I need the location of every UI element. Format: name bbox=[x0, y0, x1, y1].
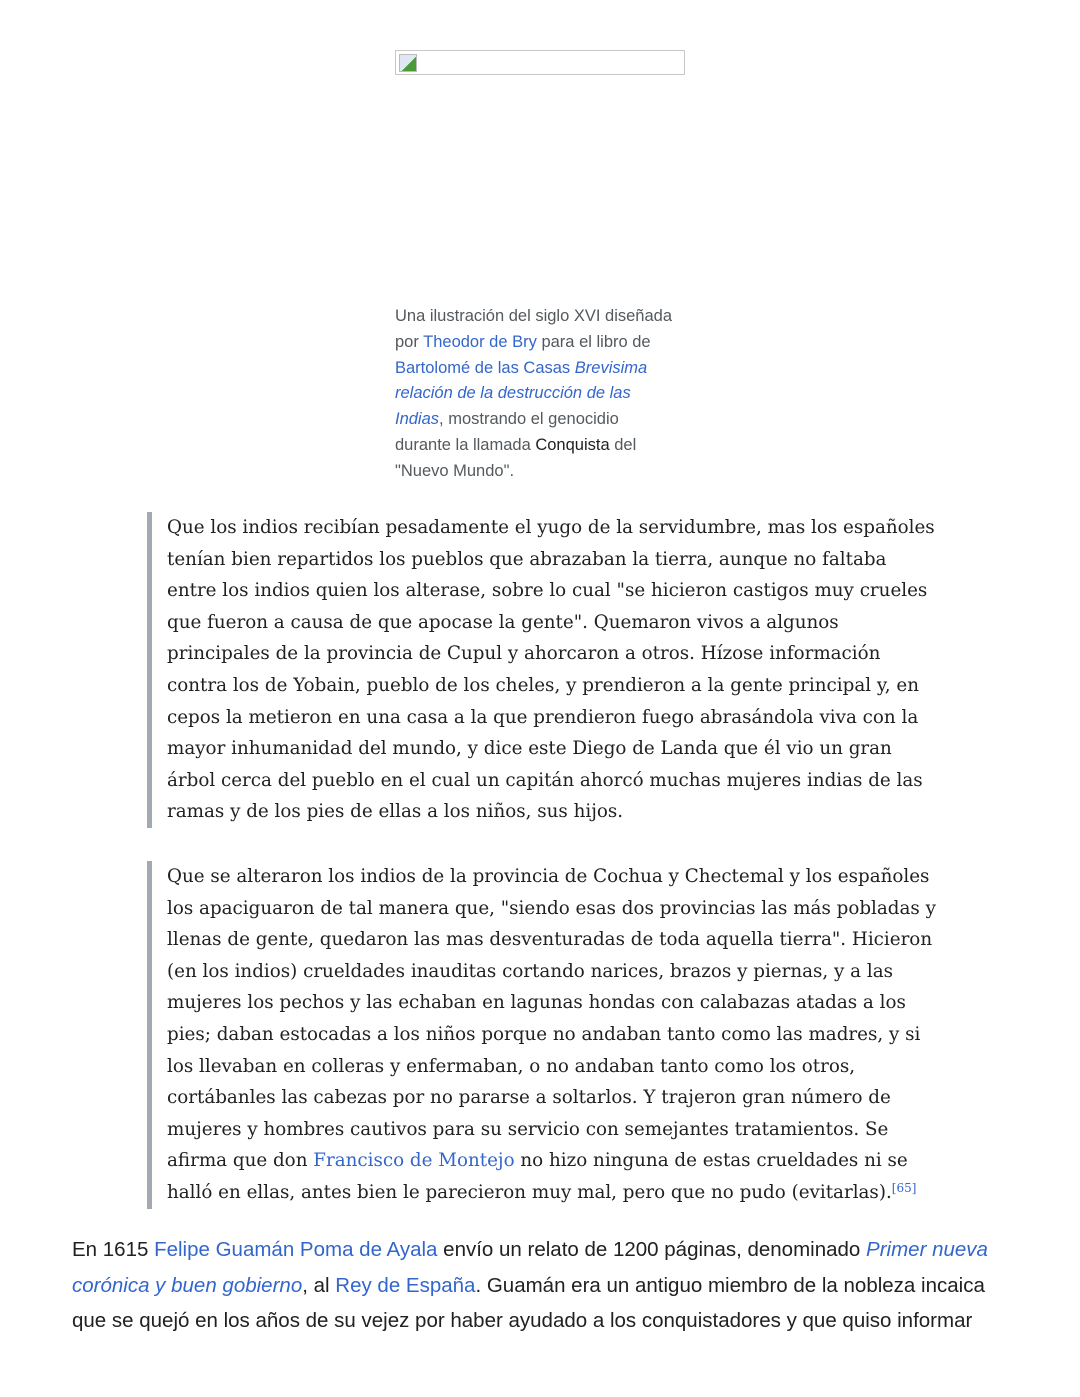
text-line bbox=[72, 1232, 988, 1268]
text-line bbox=[167, 638, 935, 670]
text-segment: tenían bien repartidos los pueblos que abrazaban la tierra, aunque no faltaba bbox=[167, 548, 887, 570]
link[interactable]: Theodor de Bry bbox=[423, 332, 537, 351]
text-line bbox=[395, 359, 647, 377]
text-segment: llenas de gente, quedaron las mas desventuradas de toda aquella tierra". Hicieron bbox=[167, 929, 933, 951]
text-line bbox=[72, 1303, 988, 1339]
link[interactable]: Francisco de Montejo bbox=[313, 1150, 515, 1172]
text-segment: "Nuevo Mundo". bbox=[395, 461, 515, 480]
reference-link[interactable]: [65] bbox=[891, 1180, 917, 1195]
text-line bbox=[167, 861, 936, 893]
text-segment: , al bbox=[302, 1273, 336, 1297]
text-segment: pies; daban estocadas a los niños porque no andaban tanto como las madres, y si bbox=[167, 1023, 921, 1045]
link[interactable]: Brevisima bbox=[574, 358, 648, 377]
text-segment: Que se alteraron los indios de la provincia de Cochua y Chectemal y los españoles bbox=[167, 866, 930, 887]
text-segment: cepos la metieron en una casa a la que prendieron fuego abrasándola viva con la bbox=[167, 706, 919, 728]
text-line bbox=[167, 544, 935, 576]
text-line bbox=[395, 462, 514, 480]
blockquote-1 bbox=[147, 512, 935, 828]
text-segment: del bbox=[609, 435, 637, 454]
text-segment: durante la llamada bbox=[395, 435, 536, 454]
text-line bbox=[167, 607, 935, 639]
link[interactable]: corónica y buen gobierno bbox=[72, 1273, 303, 1297]
link[interactable]: Felipe Guamán Poma de Ayala bbox=[154, 1238, 438, 1261]
text-line bbox=[167, 796, 935, 828]
text-line bbox=[167, 893, 936, 925]
text-segment: principales de la provincia de Cupul y ahorcaron a otros. Hízose información bbox=[167, 643, 881, 665]
text-segment: envío un relato de 1200 páginas, denominado bbox=[437, 1238, 867, 1261]
text-line bbox=[167, 1051, 936, 1083]
text-segment: árbol cerca del pueblo en el cual un capitán ahorcó muchas mujeres indias de las bbox=[167, 769, 923, 791]
text-segment: no hizo ninguna de estas crueldades ni se bbox=[514, 1150, 908, 1172]
text-segment: contra los de Yobain, pueblo de los cheles, y prendieron a la gente principal y, en bbox=[167, 674, 919, 696]
text-line bbox=[395, 410, 619, 428]
figure-caption bbox=[395, 304, 690, 485]
text-segment: Que los indios recibían pesadamente el yugo de la servidumbre, mas los españoles bbox=[167, 517, 935, 538]
text-segment: Una ilustración del siglo XVI diseñada bbox=[395, 307, 672, 325]
text-line bbox=[395, 307, 672, 325]
text-segment: mayor inhumanidad del mundo, y dice este Diego de Landa que él vio un gran bbox=[167, 738, 892, 760]
text-line bbox=[395, 436, 636, 454]
text-segment: los apaciguaron de tal manera que, "siendo esas dos provincias las más pobladas y bbox=[167, 897, 936, 919]
text-segment: mujeres y hombres cautivos para su servicio con semejantes tratamientos. Se bbox=[167, 1118, 889, 1140]
text-line bbox=[167, 1145, 936, 1177]
text-segment: ramas y de los pies de ellas a los niños, sus hijos. bbox=[167, 801, 624, 823]
text-segment: para el libro de bbox=[536, 332, 651, 351]
text-segment: por bbox=[395, 332, 424, 351]
link[interactable]: Rey de España bbox=[335, 1273, 476, 1297]
text-line bbox=[167, 1114, 936, 1146]
text-segment: . Guamán era un antiguo miembro de la nobleza incaica bbox=[475, 1273, 985, 1297]
text-line bbox=[167, 702, 935, 734]
text-segment: que fueron a causa de que apocase la gente". Quemaron vivos a algunos bbox=[167, 611, 839, 633]
text-line bbox=[167, 512, 935, 544]
body-paragraph bbox=[72, 1232, 988, 1339]
text-line bbox=[72, 1268, 988, 1304]
text-segment: En 1615 bbox=[72, 1238, 155, 1261]
link[interactable]: Primer nueva bbox=[866, 1238, 988, 1261]
text-segment: los llevaban en colleras y enfermaban, o no andaban tanto como los otros, bbox=[167, 1055, 856, 1077]
text-segment: , mostrando el genocidio bbox=[439, 410, 619, 429]
text-line bbox=[167, 1082, 936, 1114]
text-segment: mujeres los pechos y las echaban en lagunas hondas con calabazas atadas a los bbox=[167, 992, 906, 1014]
text-segment: Conquista bbox=[535, 435, 610, 454]
text-line bbox=[167, 765, 935, 797]
link[interactable]: Indias bbox=[395, 410, 440, 429]
broken-image-icon bbox=[399, 54, 417, 72]
text-segment: cortábanles las cabezas por no pararse a soltarlos. Y trajeron gran número de bbox=[167, 1087, 891, 1109]
text-line bbox=[395, 384, 631, 402]
text-line bbox=[395, 333, 651, 351]
text-segment: afirma que don bbox=[167, 1150, 314, 1172]
text-line bbox=[167, 575, 935, 607]
text-line bbox=[167, 956, 936, 988]
text-segment: que se quejó en los años de su vejez por haber ayudado a los conquistadores y que quiso informar bbox=[72, 1309, 973, 1332]
text-line bbox=[167, 670, 935, 702]
text-line bbox=[167, 924, 936, 956]
text-line bbox=[167, 1019, 936, 1051]
text-segment: entre los indios quien los alterase, sobre lo cual "se hicieron castigos muy crueles bbox=[167, 580, 928, 602]
text-line bbox=[167, 1177, 936, 1209]
broken-image-placeholder[interactable] bbox=[395, 50, 685, 75]
blockquote-2 bbox=[147, 861, 936, 1209]
text-segment: (en los indios) crueldades inauditas cortando narices, brazos y piernas, y a las bbox=[167, 960, 894, 982]
text-line bbox=[167, 987, 936, 1019]
link[interactable]: relación de la destrucción de las bbox=[395, 384, 631, 403]
text-line bbox=[167, 733, 935, 765]
text-segment: halló en ellas, antes bien le parecieron muy mal, pero que no pudo (evitarlas). bbox=[167, 1181, 892, 1203]
link[interactable]: Bartolomé de las Casas bbox=[395, 358, 571, 377]
